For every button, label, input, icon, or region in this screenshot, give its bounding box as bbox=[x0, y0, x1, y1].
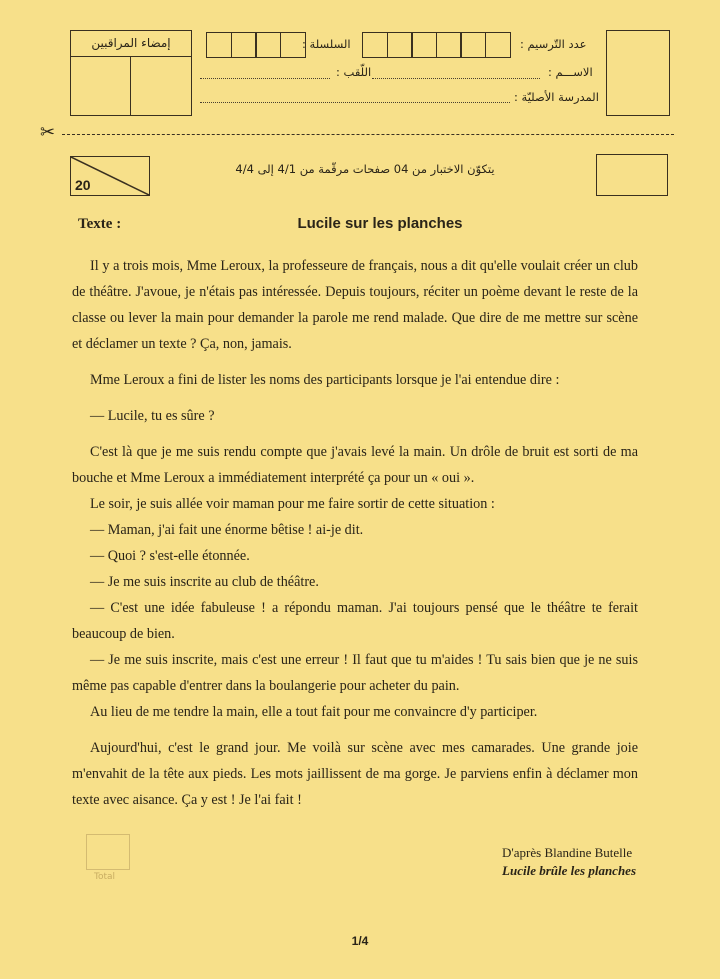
digit-box[interactable] bbox=[206, 32, 232, 58]
text-title: Lucile sur les planches bbox=[297, 215, 463, 232]
signature-divider bbox=[130, 57, 131, 115]
faded-stamp-box bbox=[86, 834, 130, 870]
paragraph: Il y a trois mois, Mme Leroux, la professeure de français, nous a dit qu'elle voulait créer un club de théâtre. J'avoue, je n'étais pas intéressée. Depuis toujours, réciter un poème devant le reste de la classe ou lever la main pour demander la parole me rend malade. Que dire de me mettre sur scène et déclamer un texte ? Ça, non, jamais. bbox=[72, 258, 638, 352]
pages-note: يتكوّن الاختبار من 04 صفحات مرقّمة من 4/1 إلى 4/4 bbox=[235, 162, 495, 176]
paragraph: Mme Leroux a fini de lister les noms des participants lorsque je l'ai entendue dire : bbox=[90, 372, 560, 388]
digit-box[interactable] bbox=[387, 32, 413, 58]
lastname-field[interactable] bbox=[200, 78, 330, 79]
supervisors-signature-box bbox=[70, 30, 192, 116]
reading-text bbox=[72, 253, 638, 813]
digit-box[interactable] bbox=[485, 32, 511, 58]
school-label: المدرسة الأصليّة : bbox=[514, 90, 599, 104]
digit-box[interactable] bbox=[255, 32, 281, 58]
digit-box[interactable] bbox=[411, 32, 437, 58]
faded-stamp-text: Total bbox=[94, 872, 116, 882]
author-line: D'après Blandine Butelle bbox=[502, 845, 633, 860]
dialogue-line: — Lucile, tu es sûre ? bbox=[90, 408, 215, 424]
name-field[interactable] bbox=[372, 78, 540, 79]
paragraph: C'est là que je me suis rendu compte que j'avais levé la main. Un drôle de bruit est sorti de ma bouche et Mme Leroux a immédiatement interprété ça pour un « oui ». bbox=[72, 444, 638, 486]
dialogue-line: — Je me suis inscrite au club de théâtre. bbox=[90, 574, 319, 590]
lastname-label: اللّقب : bbox=[336, 65, 372, 79]
cut-line bbox=[62, 134, 674, 135]
dialogue-line: — C'est une idée fabuleuse ! a répondu maman. J'ai toujours pensé que le théâtre te ferait beaucoup de bien. bbox=[72, 600, 638, 642]
registration-label: عدد التّرسيم : bbox=[520, 37, 587, 51]
code-box bbox=[606, 30, 670, 116]
total-score-box bbox=[70, 156, 150, 196]
series-digit-boxes[interactable] bbox=[206, 32, 304, 58]
total-score: 20 bbox=[75, 177, 91, 193]
digit-box[interactable] bbox=[362, 32, 388, 58]
digit-box[interactable] bbox=[460, 32, 486, 58]
book-title: Lucile brûle les planches bbox=[502, 863, 636, 878]
page-number: 1/4 bbox=[351, 934, 369, 948]
dialogue-line: — Je me suis inscrite, mais c'est une erreur ! Il faut que tu m'aides ! Tu sais bien que je ne suis même pas capable d'entrer dans la boulangerie pour acheter du pain. bbox=[72, 652, 638, 694]
supervisors-label: إمضاء المراقبين bbox=[71, 31, 191, 57]
series-label: السلسلة : bbox=[302, 37, 351, 51]
dialogue-line: — Maman, j'ai fait une énorme bêtise ! ai-je dit. bbox=[90, 522, 364, 538]
anonymous-code-box bbox=[596, 154, 668, 196]
digit-box[interactable] bbox=[436, 32, 462, 58]
paragraph: Au lieu de me tendre la main, elle a tout fait pour me convaincre d'y participer. bbox=[90, 704, 538, 720]
school-field[interactable] bbox=[200, 102, 510, 103]
paragraph: Aujourd'hui, c'est le grand jour. Me voilà sur scène avec mes camarades. Une grande joie m'envahit de la tête aux pieds. Les mots jaillissent de ma gorge. Je parviens enfin à déclamer mon texte avec aisance. Ça y est ! Je l'ai fait ! bbox=[72, 740, 638, 808]
name-label: الاســـم : bbox=[548, 65, 593, 79]
digit-box[interactable] bbox=[231, 32, 257, 58]
scissors-icon: ✂ bbox=[40, 122, 56, 143]
dialogue-line: — Quoi ? s'est-elle étonnée. bbox=[90, 548, 250, 564]
paragraph: Le soir, je suis allée voir maman pour me faire sortir de cette situation : bbox=[90, 496, 495, 512]
texte-label: Texte : bbox=[78, 216, 122, 232]
attribution bbox=[502, 844, 636, 880]
registration-digit-boxes[interactable] bbox=[362, 32, 509, 58]
